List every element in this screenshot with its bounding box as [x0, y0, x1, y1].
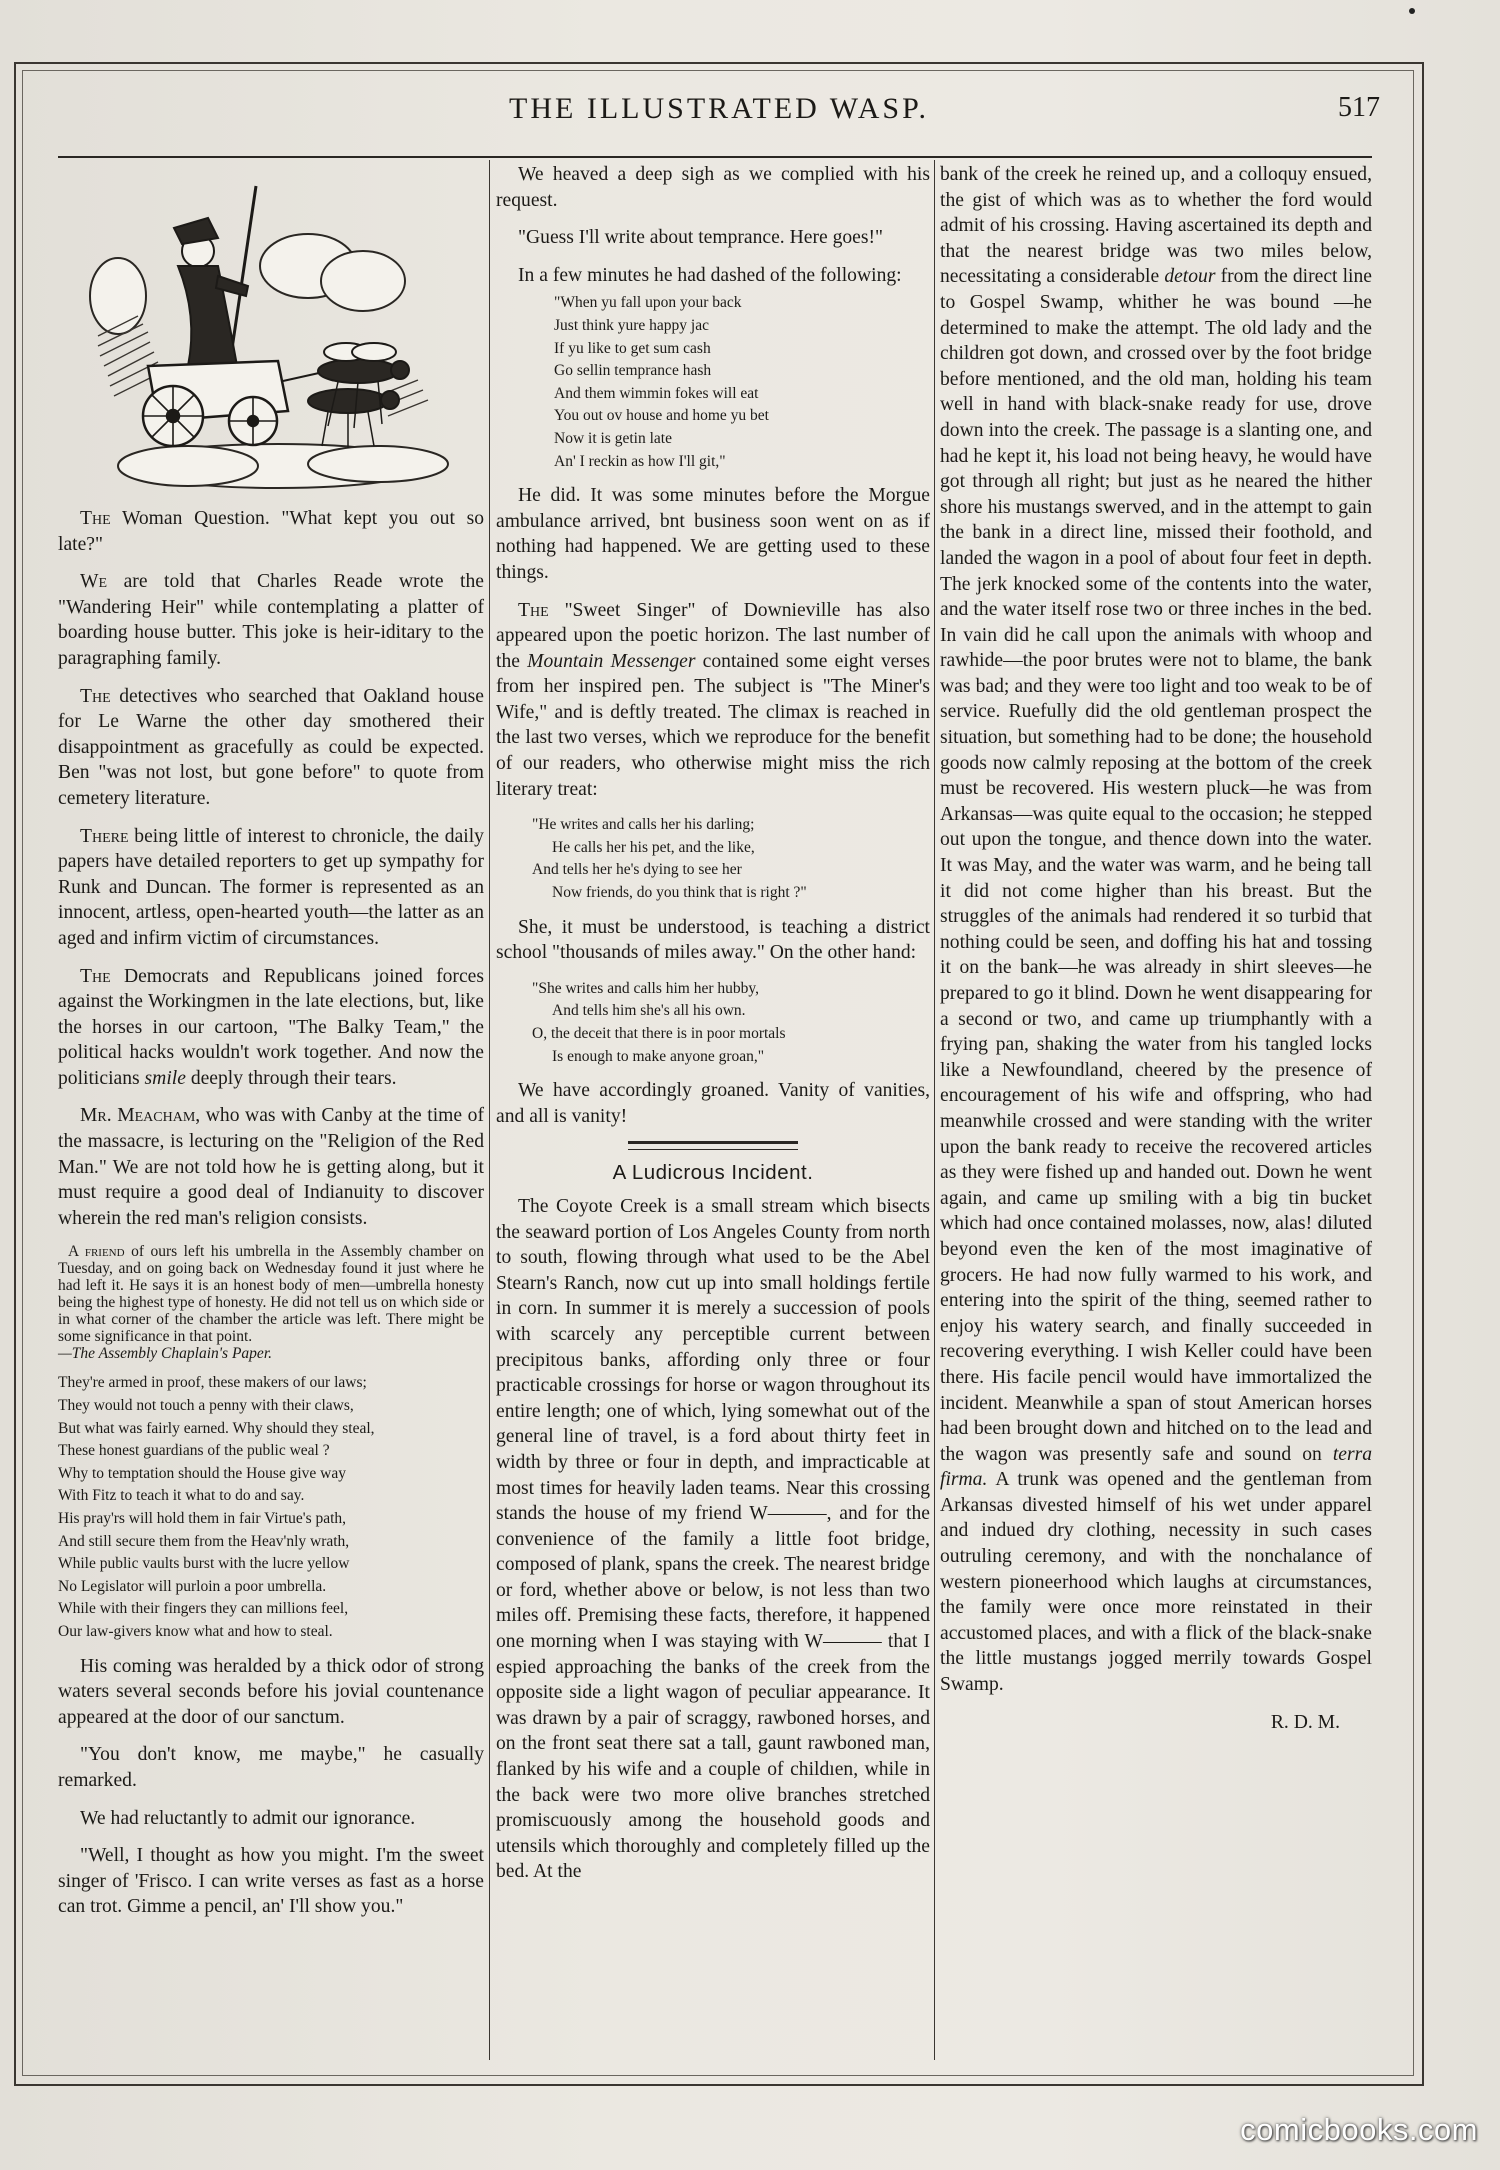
paragraph-morgue-ambulance: He did. It was some minutes before the Morgue ambulance arrived, bnt business soon went on as if nothing had happened. We are getting used to these things.: [496, 485, 930, 583]
paragraph-downieville: The "Sweet Singer" of Downieville has also appeared upon the poetic horizon. The last number of the Mountain Messenger contained some eight verses from her inspired pen. The subject is "The Miner's Wife," and is deftly treated. The climax is reached in the last two verses, which we reproduce for the benefit of our readers, who otherwise might miss the rich literary treat:: [496, 599, 931, 800]
verse-line: And tells him she's all his own.: [552, 1002, 746, 1020]
verse-line: But what was fairly earned. Why should they steal,: [58, 1419, 375, 1437]
paragraph-charles-reade: We are told that Charles Reade wrote the "Wandering Heir" while contemplating a platter of boarding house butter. This joke is heir-iditary to the paragraphing family.: [58, 571, 484, 669]
article-headline: A Ludicrous Incident.: [612, 1161, 814, 1185]
verse-line: O, the deceit that there is in poor mortals: [532, 1025, 786, 1042]
verse-line: While with their fingers they can millions feel,: [58, 1600, 349, 1618]
headline-rule: [628, 1141, 798, 1150]
masthead: [58, 92, 1380, 132]
verse-line: Now it is getin late: [554, 429, 672, 447]
paragraph-ignorance: We had reluctantly to admit our ignorance.: [80, 1807, 416, 1829]
verse-line: And them wimmin fokes will eat: [554, 384, 759, 402]
publication-title: THE ILLUSTRATED WASP.: [509, 92, 929, 125]
paragraph-meacham: Mr. Meacham, who was with Canby at the time of the massacre, is lecturing on the "Religion of the Red Man." We are not told how he is getting along, but it must require a good deal of Indianuity to discover wherein the red man's religion consists.: [58, 1105, 484, 1229]
verse-line: He calls her his pet, and the like,: [552, 838, 755, 856]
verse-line: Just think yure happy jac: [554, 316, 709, 334]
verse-line: An' I reckin as how I'll git,": [554, 452, 726, 470]
miners-wife-verse-2: [496, 978, 930, 1068]
cartoon-caption: The Woman Question. "What kept you out so late?": [58, 508, 485, 555]
watermark: comicbooks.com: [1240, 2112, 1478, 2147]
verse-line: Our law-givers know what and how to steal.: [58, 1622, 333, 1640]
paragraph-deep-sigh: We heaved a deep sigh as we complied with his request.: [496, 164, 930, 211]
verse-line: And still secure them from the Heav'nly wrath,: [58, 1532, 350, 1550]
paragraph-oakland-detectives: The detectives who searched that Oakland house for Le Warne the other day smothered their disappointment as gracefully as could be expected. Ben "was not lost, but gone before" to quote from cemetery literature.: [58, 685, 484, 809]
verse-line: With Fitz to teach it what to do and say.: [58, 1487, 305, 1505]
paragraph-runk-duncan: There being little of interest to chronicle, the daily papers have detailed reporters to get up sympathy for Runk and Duncan. The former is represented as an innocent, artless, open-hearted youth—the latter as an aged and infirm victim of circumstances.: [58, 825, 484, 949]
verse-line: While public vaults burst with the lucre yellow: [58, 1555, 350, 1573]
umbrella-item: A friend of ours left his umbrella in the Assembly chamber on Tuesday, and on going back on Wednesday found it just where he had left it. He says it is an honest body of men—umbrella honesty being the highest type of honesty. He did not tell us on which side or in what corner of the chamber the article was left. There might be some significance in that point. —The Assembly Chaplain's Paper.: [58, 1243, 484, 1363]
page-number: 517: [1338, 92, 1380, 123]
miners-wife-verse-1: [496, 814, 930, 904]
temprance-verse: [496, 292, 930, 473]
umbrella-verse: [58, 1372, 484, 1643]
paragraph-ford-crossing: bank of the creek he reined up, and a colloquy ensued, the gist of which was as to whether the ford would admit of his crossing. Having ascertained its depth and that the nearest bridge was two miles below, necessitating a considerable detour from the direct line to Gospel Swamp, whither he was bound —he determined to make the attempt. The old lady and the children got down, and crossed over by the foot bridge before mentioned, and the old man, holding his team well in hand with black-snake ready for use, drove down into the creek. The passage is a slanting one, and had he kept it, his load not being heavy, he would have got through all right; but just as he neared the hither shore his mustangs swerved, and in the attempt to gain the bank in a direct line, missed their foothold, and landed the wagon in a pool of about four feet in depth. The jerk knocked some of the contents into the water, and the water itself rose two or three inches in the bed. In vain did he call upon the animals with whoop and rawhide—the poor brutes were not to blame, the bank was bad; and they were too light and too weak to be of service. Ruefully did the old gentleman prospect the situation, but something had to be done; the household goods now calmly reposing at the bottom of the creek must be recovered. His western pluck—he was from Arkansas—was quite equal to the occasion; he stepped out upon the tongue, and thence down into the water. It was May, and the water was warm, and he being tall it did not come higher than his breast. But the struggles of the animals had rendered it so turbid that nothing could be seen, and doffing his hat and tossing it on the bank—he was already in shirt sleeves—he prepared to go it blind. Down he went disappearing for a second or two, and came up triumphantly with a frying pan, shaking the water from his tangled locks like a Newfoundland, cheered by the presence of encouragement of his wife and offspring, who had meanwhile crossed and were standing with the writer upon the bank ready to receive the recovered articles as they were fished up and handed out. Down he went again, and came up smiling with a big tin bucket which had once contained molasses, now, alas! diluted beyond even the ken of the most imaginative of grocers. He had now fully warmed to his work, and entering into the spirit of the thing, seemed rather to enjoy his watery search, and finally succeeded in recovering everything. I wish Keller could have been there. His facile pencil would have immortalized the incident. Meanwhile a span of stout American horses had been brought down and hitched on to the lead and the wagon was presently safe and sound on terra firma. A trunk was opened and the gentleman from Arkansas divested himself of his wet under apparel and indued dry clothing, necessity in such cases outruling ceremony, and with the nonchalance of western pioneerhood which laughs at circumstances, the family were once more reinstated in their accustomed places, and with a flick of the black-snake the little mustangs jogged merrily towards Gospel Swamp.: [940, 164, 1372, 1696]
paragraph-strong-waters: His coming was heralded by a thick odor of strong waters several seconds before his jovial countenance appeared at the door of our sanctum.: [58, 1655, 484, 1728]
verse-line: "When yu fall upon your back: [554, 294, 742, 312]
column-1: [58, 162, 484, 1932]
paragraph-dashed-off: In a few minutes he had dashed of the following:: [518, 264, 902, 286]
verse-line: "She writes and calls him her hubby,: [532, 979, 760, 997]
verse-line: They would not touch a penny with their claws,: [58, 1397, 354, 1415]
paragraph-temprance: "Guess I'll write about temprance. Here goes!": [518, 227, 884, 249]
masthead-rule: [58, 156, 1372, 158]
paragraph-balky-team: The Democrats and Republicans joined forces against the Workingmen in the late elections, but, like the horses in our cartoon, "The Balky Team," the political hacks wouldn't work together. And now the politicians smile deeply through their tears.: [58, 965, 484, 1089]
verse-line: You out ov house and home yu bet: [554, 407, 769, 425]
verse-line: And tells her he's dying to see her: [532, 861, 742, 879]
verse-line: Now friends, do you think that is right ?": [552, 884, 807, 902]
umbrella-item-source: —The Assembly Chaplain's Paper.: [58, 1345, 273, 1363]
verse-line: His pray'rs will hold them in fair Virtue's path,: [58, 1510, 347, 1527]
column-2: [496, 162, 930, 1897]
verse-line: These honest guardians of the public weal ?: [58, 1442, 330, 1460]
verse-line: Is enough to make anyone groan,": [552, 1047, 765, 1065]
paragraph-district-school: She, it must be understood, is teaching a district school "thousands of miles away." On the other hand:: [496, 916, 930, 964]
woman-question-cartoon: [78, 166, 458, 496]
paragraph-groaned: We have accordingly groaned. Vanity of vanities, and all is vanity!: [496, 1080, 930, 1127]
paragraph-sweet-singer-frisco: "Well, I thought as how you might. I'm the sweet singer of 'Frisco. I can write verses as fast as a horse can trot. Gimme a pencil, an' I'll show you.": [58, 1845, 484, 1918]
paragraph-you-dont-know: "You don't know, me maybe," he casually remarked.: [58, 1744, 484, 1791]
ink-speck: [1409, 8, 1415, 14]
verse-line: If yu like to get sum cash: [554, 339, 711, 357]
author-signature: R. D. M.: [1270, 1711, 1340, 1733]
verse-line: Go sellin temprance hash: [554, 362, 712, 380]
column-3: [940, 162, 1372, 1735]
column-rule-2: [934, 160, 935, 2060]
verse-line: "He writes and calls her his darling;: [532, 816, 755, 834]
column-rule-1: [489, 160, 490, 2060]
verse-line: They're armed in proof, these makers of our laws;: [58, 1374, 367, 1392]
paragraph-coyote-creek: The Coyote Creek is a small stream which bisects the seaward portion of Los Angeles County from north to south, flowing through what used to be the Abel Stearn's Ranch, now cut up into small holdings fertile in corn. In summer it is merely a succession of pools with scarcely any perceptible current between precipitous banks, affording only three or four practicable crossings for horse or wagon throughout its entire length; one of which, lying somewhat out of the general line of travel, is a ford about thirty feet in width by three or four in depth, and impracticable at most times for heavily laden teams. Near this crossing stands the house of my friend W———, and for the convenience of the family a little foot bridge, composed of plank, spans the creek. The nearest bridge or ford, whether above or below, is not less than two miles off. Premising these facts, therefore, it happened one morning when I was staying with W——— that I espied approaching the banks of the creek from the opposite side a light wagon of peculiar appearance. It was drawn by a pair of scraggy, rawboned horses, and on the front seat there sat a tall, gaunt rawboned man, flanked by his wife and a couple of childıen, while in the back were two more olive branches stretched promiscuously among the household goods and utensils which thoroughly and completely filled up the bed. At the: [496, 1195, 930, 1883]
verse-line: No Legislator will purloin a poor umbrella.: [58, 1577, 327, 1595]
verse-line: Why to temptation should the House give way: [58, 1464, 346, 1482]
